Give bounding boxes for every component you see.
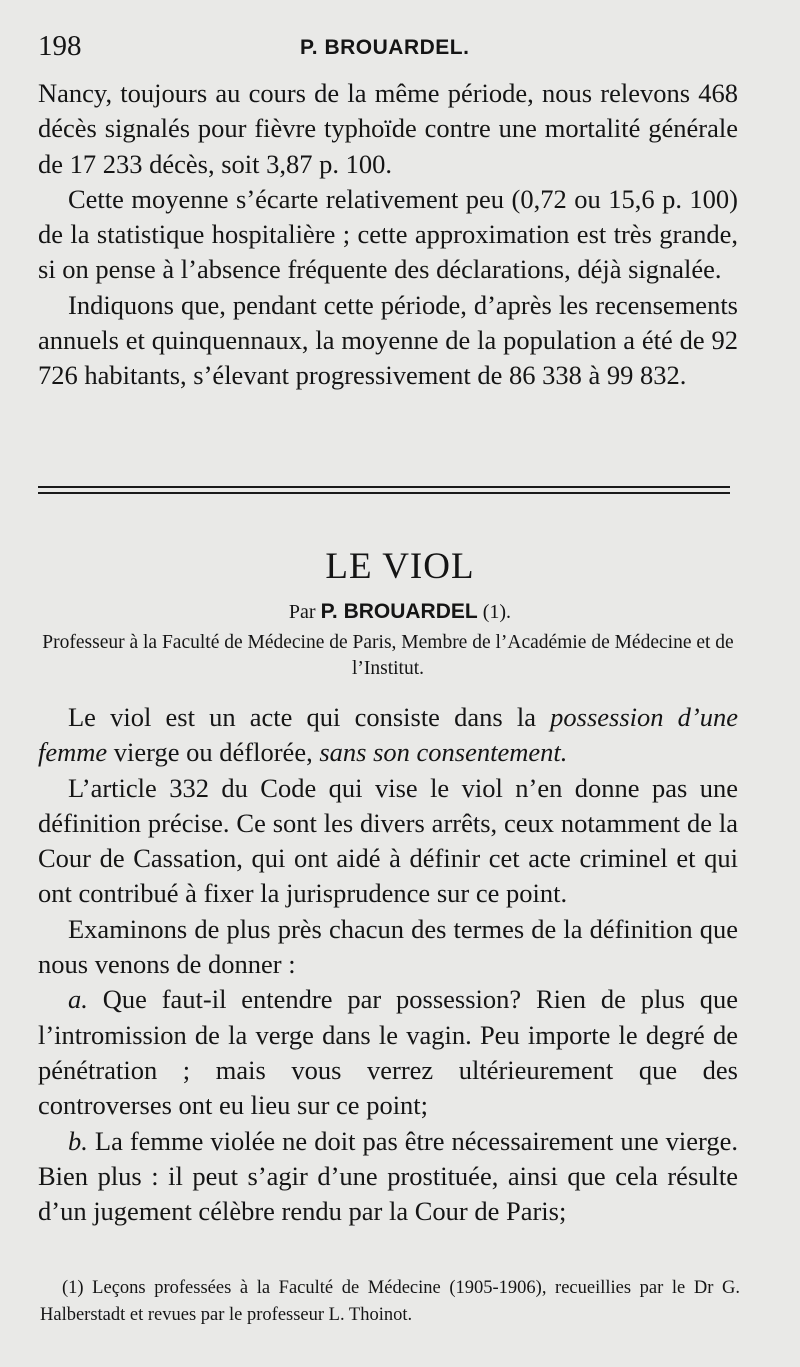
item-b-label: b. [68, 1125, 88, 1156]
article-p1-emphasis-1: possession d’une femme [38, 702, 738, 768]
item-a-text: Que faut-il entendre par possession? Rien de plus que l’intromission de la verge dans le vagin. Peu importe le degré de pénétration ; mais vous verrez ultérieurement que des controverses ont eu lieu sur ce point; [38, 984, 738, 1121]
running-title: P. BROUARDEL. [300, 36, 470, 59]
article-p1-text-b: vierge ou déflorée, [107, 737, 320, 768]
footnote-reference: (1). [482, 601, 512, 623]
article-paragraph-1 [38, 700, 738, 771]
intro-paragraph-3: Indiquons que, pendant cette période, d’après les recensements annuels et quinquennaux, la moyenne de la population a été de 92 726 habitants, s’élevant progressivement de 86 338 à 99 832. [38, 289, 738, 391]
section-rule-bottom [38, 492, 730, 494]
item-a-label: a. [68, 984, 88, 1015]
article-item-a [38, 982, 738, 1123]
footnote: (1) Leçons professées à la Faculté de Médecine (1905-1906), recueillies par le Dr G. Halberstadt et revues par le professeur L. Thoinot. [40, 1278, 740, 1325]
page-number: 198 [38, 30, 82, 62]
article-text [38, 700, 738, 1229]
intro-paragraph-2: Cette moyenne s’écarte relativement peu (0,72 ou 15,6 p. 100) de la statistique hospitalière ; cette approximation est très grande, si on pense à l’absence fréquente des déclarations, déjà signalée. [38, 183, 738, 285]
byline [0, 600, 800, 624]
article-paragraph-2: L’article 332 du Code qui vise le viol n’en donne pas une définition précise. Ce sont les divers arrêts, ceux notamment de la Cour de Cassation, qui ont aidé à définir cet acte criminel et qui ont contribué à fixer la jurisprudence sur ce point. [38, 772, 738, 909]
byline-prefix: Par [288, 601, 316, 623]
author-affiliation: Professeur à la Faculté de Médecine de Paris, Membre de l’Académie de Médecine et de l’Institut. [42, 632, 734, 679]
article-item-b [38, 1124, 738, 1230]
intro-paragraph-1: Nancy, toujours au cours de la même période, nous relevons 468 décès signalés pour fièvre typhoïde contre une mortalité générale de 17 233 décès, soit 3,87 p. 100. [38, 78, 738, 179]
intro-text [38, 76, 738, 394]
section-rule-top [38, 486, 730, 488]
article-p1-emphasis-2: sans son consentement. [319, 737, 568, 768]
item-b-text: La femme violée ne doit pas être nécessairement une vierge. Bien plus : il peut s’agir d’une prostituée, ainsi que cela résulte d’un jugement célèbre rendu par la Cour de Paris; [38, 1125, 738, 1227]
running-head [38, 30, 728, 70]
author-name: P. BROUARDEL [320, 600, 478, 623]
article-title: LE VIOL [325, 546, 475, 587]
article-p1-text-a: Le viol est un acte qui consiste dans la [68, 702, 551, 732]
article-paragraph-3: Examinons de plus près chacun des termes de la définition que nous venons de donner : [38, 913, 738, 980]
